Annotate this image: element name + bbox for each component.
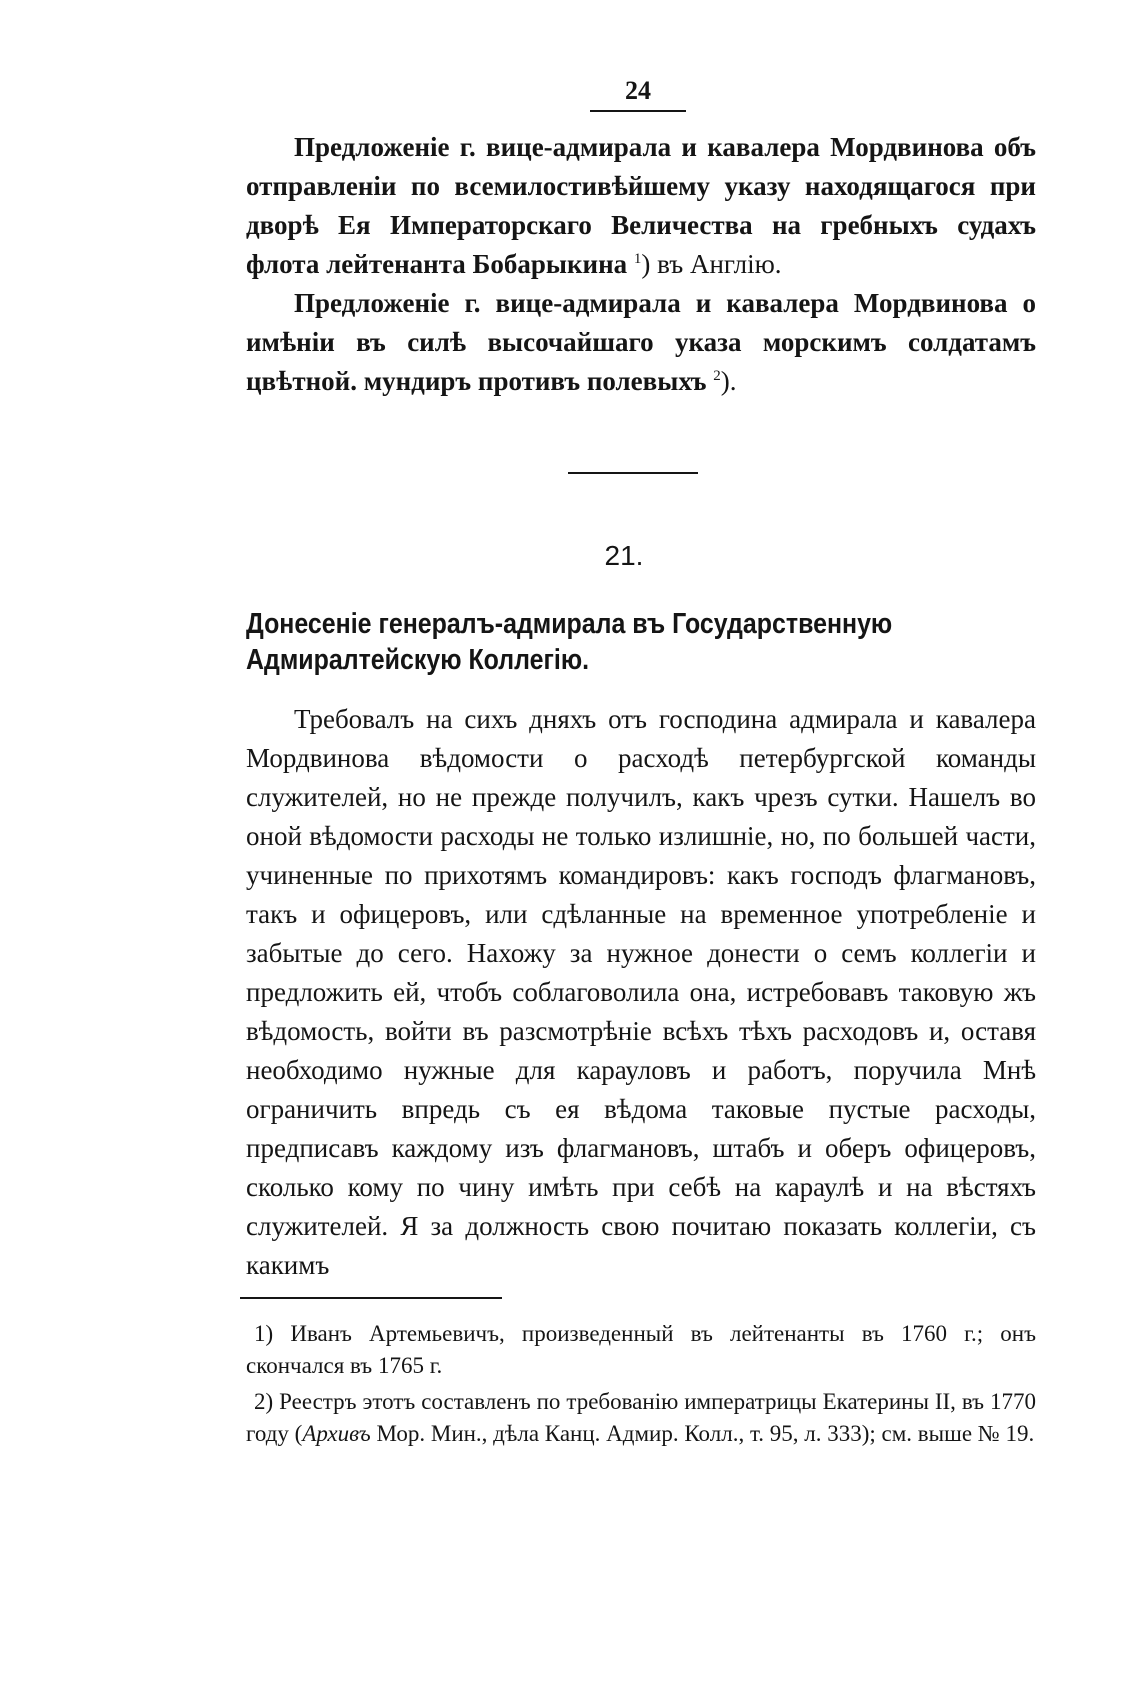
- footnote-ref: 2: [713, 368, 721, 384]
- top-entries: [246, 128, 1036, 401]
- entry-paragraph: [246, 284, 1036, 401]
- footnote-mark: 2): [254, 1389, 274, 1414]
- section-heading: Донесеніе генералъ-адмирала въ Государственную Адмиралтейскую Коллегію.: [246, 608, 893, 676]
- footnote-text: Реестръ этотъ составленъ по требованію императрицы Екатерины II, въ 1770 году (: [246, 1389, 1036, 1446]
- section-number: 21.: [604, 540, 644, 571]
- section-divider: [568, 472, 698, 474]
- page-number: 24: [590, 78, 686, 112]
- footnote-ref: 1: [633, 251, 642, 267]
- entry-paragraph: Предложеніе г. вице-адмирала и кавалера Мордвинова объ отправленіи по всемилостивѣйшему указу находящагося при дворѣ Ея Императорскаго Величества на гребныхъ судахъ флота лейтенанта Бобарыкина $^1$) въ Англію.: [246, 132, 1036, 279]
- entry-tail: ).: [720, 366, 737, 396]
- section-body: [246, 700, 1036, 1285]
- entry-tail: въ Англію.: [657, 249, 782, 279]
- footnote-mark: 1): [254, 1321, 274, 1346]
- body-paragraph: Требовалъ на сихъ дняхъ отъ господина адмирала и кавалера Мордвинова вѣдомости о расходѣ петербургской команды служителей, но не прежде получилъ, какъ чрезъ сутки. Нашелъ во оной вѣдомости расходы не только излишніе, но, по большей части, учиненные по прихотямъ командировъ: какъ господъ флагмановъ, такъ и офицеровъ, или сдѣланные на временное употребленіе и забытые до сего. Нахожу за нужное донести о семъ коллегіи и предложить ей, чтобъ соблаговолила она, истребовавъ таковую жъ вѣдомость, войти въ разсмотрѣніе всѣхъ тѣхъ расходовъ и, оставя необходимо нужные для карауловъ и работъ, поручила Мнѣ ограничить впредь съ ея вѣдома таковые пустые расходы, предписавъ каждому изъ флагмановъ, штабъ и оберъ офицеровъ, сколько кому по чину имѣть при себѣ на караулѣ и на вѣстяхъ служителей. Я за должность свою почитаю показать коллегіи, съ какимъ: [246, 704, 1036, 1280]
- footnote-italic: Архивъ: [302, 1421, 371, 1446]
- footnote-text: Иванъ Артемьевичъ, произведенный въ лейтенанты въ 1760 г.; онъ скончался въ 1765 г.: [246, 1321, 1037, 1378]
- footnotes: [246, 1318, 1036, 1454]
- footnote-text: Мор. Мин., дѣла Канц. Адмир. Колл., т. 95, л. 333); см. выше № 19.: [370, 1421, 1035, 1446]
- entry-text: Предложеніе г. вице-адмирала и кавалера Мордвинова о имѣніи въ силѣ высочайшаго указа морскимъ солдатамъ цвѣтной. мундиръ противъ полевыхъ: [246, 288, 1036, 396]
- footnote-rule: [240, 1297, 502, 1299]
- footnote: [246, 1386, 1036, 1450]
- footnote: [246, 1318, 1036, 1382]
- entry-text: Предложеніе г. вице-адмирала и кавалера Мордвинова объ отправленіи по всемилостивѣйшему указу находящагося при дворѣ Ея Императорскаго Величества на гребныхъ судахъ флота лейтенанта Бобарыкина: [246, 132, 1036, 279]
